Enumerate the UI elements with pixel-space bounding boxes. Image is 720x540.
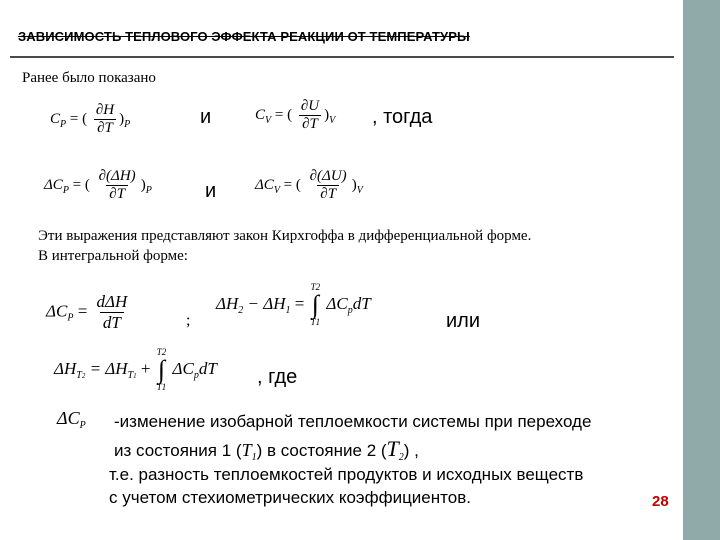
delta-cp-symbol: $\Delta C_P$ [57,408,86,431]
intro-text: Ранее было показано [22,70,156,86]
where-text: , где [257,366,298,388]
description-line-2: из состояния 1 $(T_1)$ в состояние 2 $(T_2)$ , [114,436,419,463]
and-word-2: и [205,180,217,202]
formula-delta-cp: $\Delta C_P$ = ( $\frac{\partial(\Delta H)}{\partial T}$ )$_P$ [44,168,152,202]
formula-kirchhoff-diff: $\Delta C_P$ = $\frac{\text{dΔH}}{dT}$ [46,292,128,332]
and-word-1: и [200,106,212,128]
description-line-4: с учетом стехиометрических коэффициентов. [109,488,471,507]
description-line-3: т.е. разность теплоемкостей продуктов и исходных веществ [109,465,584,484]
formula-delta-cv: $\Delta C_V$ = ( $\frac{\partial(\Delta U)}{\partial T}$ )$_V$ [255,168,363,202]
formula-enthalpy-t2: $\Delta H_{T2} = \Delta H_{T1}$ + T2 ∫ T1 $\Delta C_pdT$ [54,347,217,392]
kirchhoff-line-1: Эти выражения представляют закон Кирхгоффа в дифференциальной форме. [38,228,532,244]
formula-kirchhoff-integral: $\Delta H_2 - \Delta H_1$ = T2 ∫ T1 $\Delta C_pdT$ [216,282,371,327]
slide-side-bar [683,0,720,540]
or-word: или [446,310,481,332]
page-number: 28 [652,493,669,510]
title-divider [10,56,674,58]
then-text: , тогда [372,106,433,128]
description-line-1: -изменение изобарной теплоемкости системы при переходе [114,412,592,431]
slide-title: ЗАВИСИМОСТЬ ТЕПЛОВОГО ЭФФЕКТА РЕАКЦИИ ОТ ТЕМПЕРАТУРЫ [18,29,470,44]
formula-cv: $C_V$ = ( $\frac{\partial U}{\partial T}$ )$_V$ [255,98,336,132]
kirchhoff-line-2: В интегральной форме: [38,248,188,264]
formula-cp: $C_P$ = ( $\frac{\partial H}{\partial T}$ )$_P$ [50,102,131,136]
semicolon: ; [186,312,191,329]
